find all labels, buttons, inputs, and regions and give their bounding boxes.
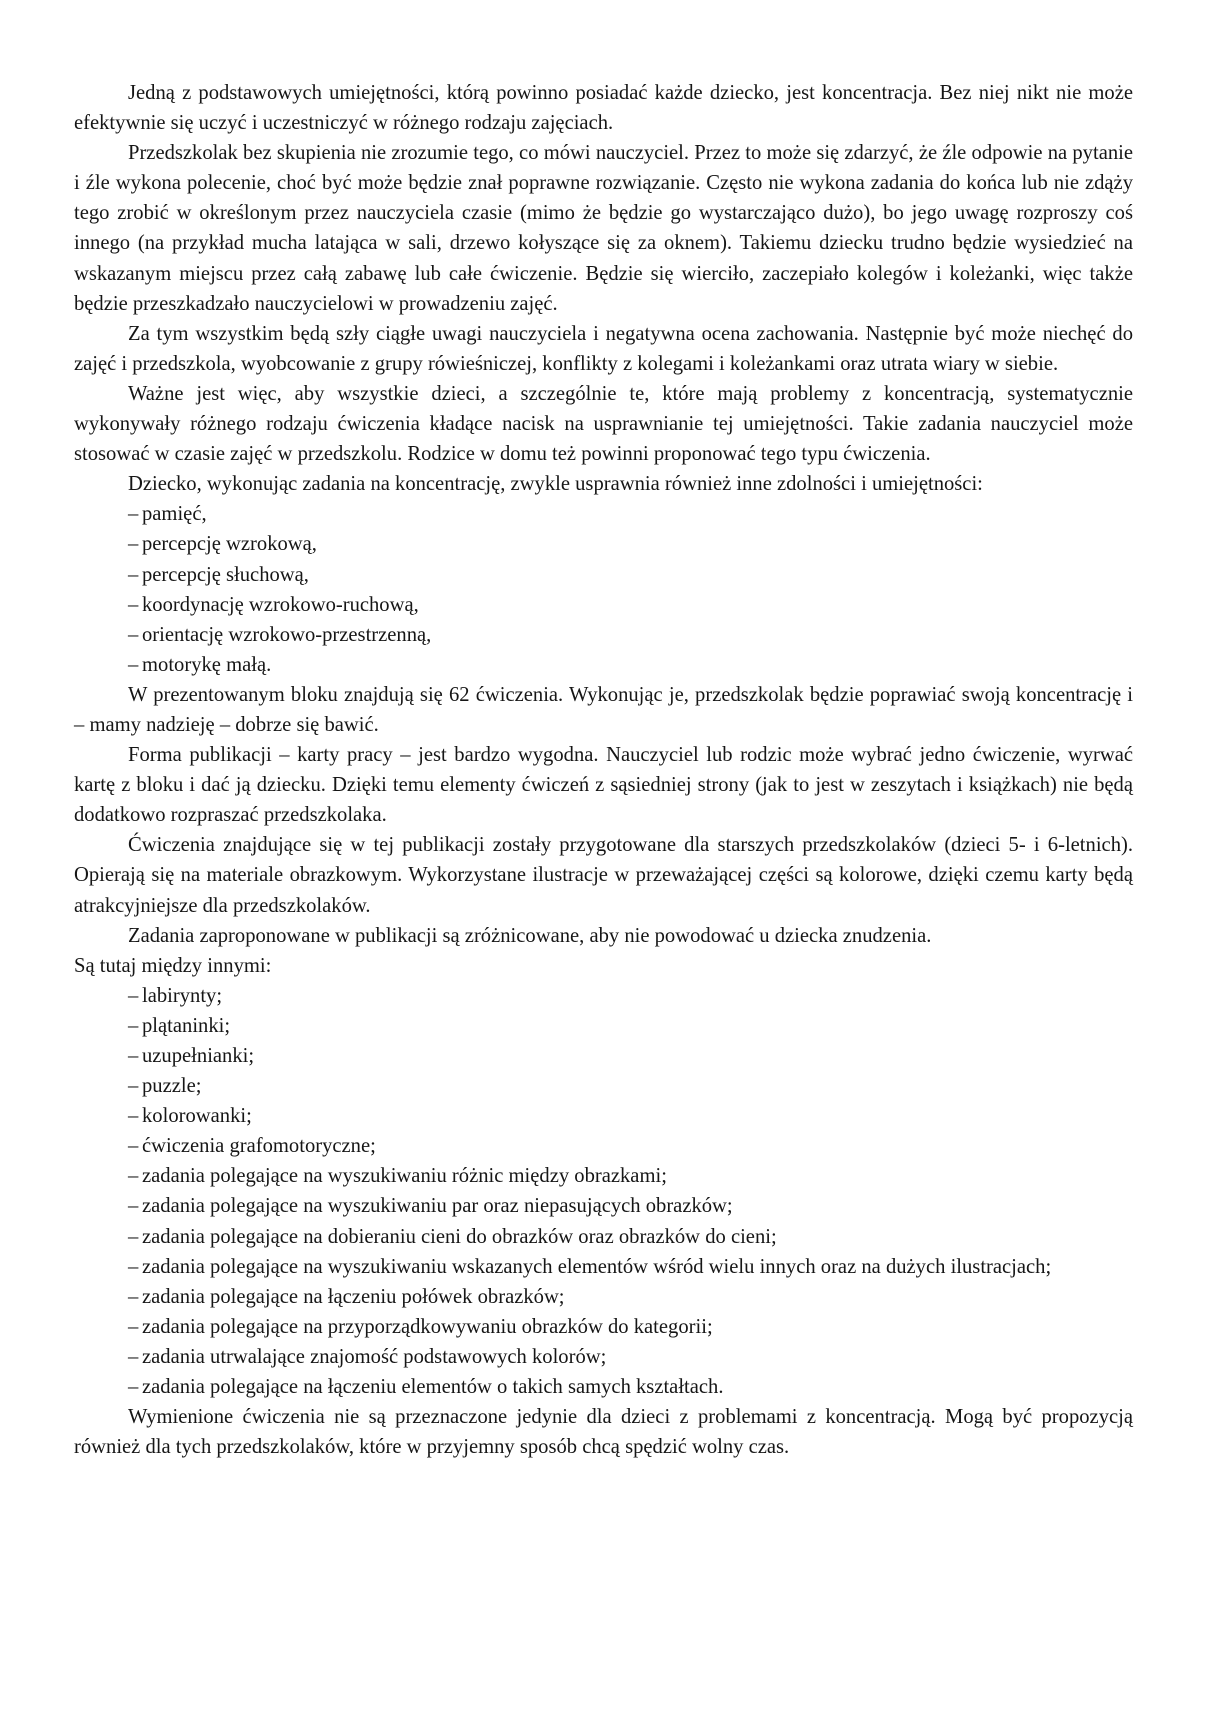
list-item: – plątaninki;	[128, 1011, 1133, 1041]
dash-bullet: –	[128, 1225, 139, 1248]
paragraph-62-exercises: W prezentowanym bloku znajdują się 62 ćwiczenia. Wykonując je, przedszkolak będzie poprawiać swoją koncentrację i – mamy nadzieję – dobrze się bawić.	[74, 683, 1133, 736]
dash-bullet: –	[128, 1255, 139, 1278]
list-item: – zadania polegające na przyporządkowywaniu obrazków do kategorii;	[128, 1312, 1133, 1342]
list-item: – ćwiczenia grafomotoryczne;	[128, 1131, 1133, 1161]
dash-bullet: –	[128, 1014, 139, 1037]
list-item: – zadania polegające na wyszukiwaniu różnic między obrazkami;	[128, 1161, 1133, 1191]
dash-bullet: –	[128, 984, 139, 1007]
dash-bullet: –	[128, 1135, 139, 1158]
list-item: – koordynację wzrokowo-ruchową,	[128, 590, 1133, 620]
paragraph-list-intro: Są tutaj między innymi:	[74, 954, 272, 977]
list-item: – labirynty;	[128, 981, 1133, 1011]
list-item: – percepcję wzrokową,	[128, 529, 1133, 559]
paragraph-skills-intro: Dziecko, wykonując zadania na koncentrację, zwykle usprawnia również inne zdolności i umiejętności:	[128, 473, 983, 496]
paragraph-consequences: Za tym wszystkim będą szły ciągłe uwagi nauczyciela i negatywna ocena zachowania. Następnie być może niechęć do zajęć i przedszkola, wyobcowanie z grupy rówieśniczej, konflikty z kolegami i koleżankami oraz utrata wiary w siebie.	[74, 322, 1133, 375]
paragraph-intro: Jedną z podstawowych umiejętności, którą powinno posiadać każde dziecko, jest koncentracja. Bez niej nikt nie może efektywnie się uczyć i uczestniczyć w różnego rodzaju zajęciach.	[74, 82, 1133, 135]
paragraph-exercises-importance: Ważne jest więc, aby wszystkie dzieci, a szczególnie te, które mają problemy z koncentracją, systematycznie wykonywały różnego rodzaju ćwiczenia kładące nacisk na usprawnianie tej umiejętności. Takie zadania nauczyciel może stosować w czasie zajęć w przedszkolu. Rodzice w domu też powinni proponować tego typu ćwiczenia.	[74, 382, 1133, 466]
dash-bullet: –	[128, 533, 139, 556]
paragraph-task-variety: Zadania zaproponowane w publikacji są zróżnicowane, aby nie powodować u dziecka znudzenia.	[128, 924, 932, 947]
dash-bullet: –	[128, 653, 139, 676]
list-item: – zadania utrwalające znajomość podstawowych kolorów;	[128, 1342, 1133, 1372]
dash-bullet: –	[128, 1165, 139, 1188]
dash-bullet: –	[128, 623, 139, 646]
dash-bullet: –	[128, 1045, 139, 1067]
dash-bullet: –	[128, 503, 139, 526]
list-item: – uzupełnianki;	[128, 1041, 1133, 1071]
dash-bullet: –	[128, 593, 139, 616]
paragraph-distraction: Przedszkolak bez skupienia nie zrozumie tego, co mówi nauczyciel. Przez to może się zdarzyć, że źle odpowie na pytanie i źle wykona polecenie, choć być może będzie znał poprawne rozwiązanie. Często nie wykona zadania do końca lub nie zdąży tego zrobić w określonym przez nauczyciela czasie (mimo że będzie go wystarczająco dużo), bo jego uwagę rozproszy coś innego (na przykład mucha latająca w sali, drzewo kołyszące się za oknem). Takiemu dziecku trudno będzie wysiedzieć na wskazanym miejscu przez całą zabawę lub całe ćwiczenie. Będzie się wierciło, zaczepiało kolegów i koleżanki, więc także będzie przeszkadzało nauczycielowi w prowadzeniu zajęć.	[74, 142, 1133, 315]
list-item: – kolorowanki;	[128, 1101, 1133, 1131]
list-item: – zadania polegające na wyszukiwaniu wskazanych elementów wśród wielu innych oraz na dużych ilustracjach;	[128, 1252, 1133, 1282]
list-item: – puzzle;	[128, 1071, 1133, 1101]
skills-list	[74, 499, 1133, 680]
list-item: – percepcję słuchową,	[128, 560, 1133, 590]
dash-bullet: –	[128, 1345, 139, 1368]
dash-bullet: –	[128, 1315, 139, 1338]
dash-bullet: –	[128, 1195, 139, 1218]
paragraph-closing: Wymienione ćwiczenia nie są przeznaczone jedynie dla dzieci z problemami z koncentracją. Mogą być propozycją również dla tych przedszkolaków, które w przyjemny sposób chcą spędzić wolny czas.	[74, 1406, 1133, 1459]
paragraph-worksheet-form: Forma publikacji – karty pracy – jest bardzo wygodna. Nauczyciel lub rodzic może wybrać jedno ćwiczenie, wyrwać kartę z bloku i dać ją dziecku. Dzięki temu elementy ćwiczeń z sąsiedniej strony (jak to jest w zeszytach i książkach) nie będą dodatkowo rozpraszać przedszkolaka.	[74, 744, 1133, 827]
list-item: – motorykę małą.	[128, 650, 1133, 680]
list-item: – zadania polegające na dobieraniu cieni do obrazków oraz obrazków do cieni;	[128, 1222, 1133, 1252]
dash-bullet: –	[128, 1285, 139, 1308]
list-item: – zadania polegające na wyszukiwaniu par oraz niepasujących obrazków;	[128, 1191, 1133, 1221]
list-item: – zadania polegające na łączeniu połówek obrazków;	[128, 1282, 1133, 1312]
task-types-list	[74, 981, 1133, 1402]
dash-bullet: –	[128, 1105, 139, 1128]
list-item: – orientację wzrokowo-przestrzenną,	[128, 620, 1133, 650]
paragraph-target-age: Ćwiczenia znajdujące się w tej publikacji zostały przygotowane dla starszych przedszkolaków (dzieci 5- i 6-letnich). Opierają się na materiale obrazkowym. Wykorzystane ilustracje w przeważającej części są kolorowe, dzięki czemu karty będą atrakcyjniejsze dla przedszkolaków.	[74, 834, 1133, 917]
dash-bullet: –	[128, 563, 139, 586]
dash-bullet: –	[128, 1376, 139, 1399]
list-item: – pamięć,	[128, 499, 1133, 529]
dash-bullet: –	[128, 1075, 139, 1098]
list-item: – zadania polegające na łączeniu elementów o takich samych kształtach.	[128, 1372, 1133, 1402]
